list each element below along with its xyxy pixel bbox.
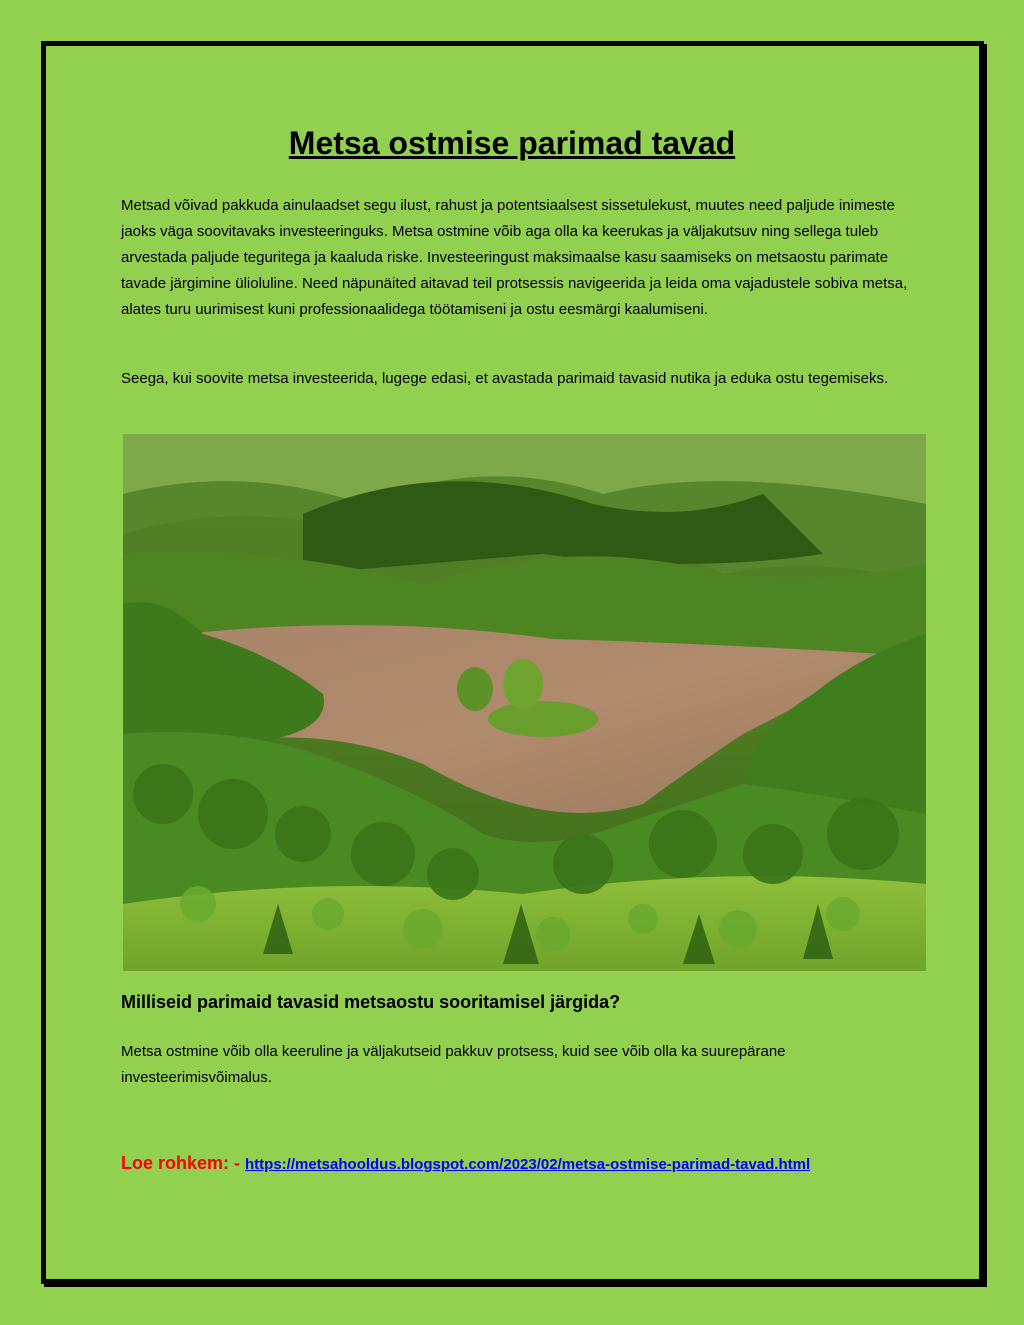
- intro-paragraph: Metsad võivad pakkuda ainulaadset segu ilust, rahust ja potentsiaalsest sissetulekust, muutes need paljude inimeste jaoks väga soovitavaks investeeringuks. Metsa ostmine võib aga olla ka keerukas ja väljakutsuv ning sellega tuleb arvestada paljude teguritega ja kaaluda riske. Investeeringust maksimaalse kasu saamiseks on metsaostu parimate tavade järgimine ülioluline. Need näpunäited aitavad teil protsessis navigeerida ja leida oma vajadustele sobiva metsa, alates turu uurimisest kuni professionaalidega töötamiseni ja ostu eesmärgi kaalumiseni.: [121, 197, 908, 318]
- third-paragraph: Metsa ostmine võib olla keeruline ja väljakutseid pakkuv protsess, kuid see võib olla ka suurepärane investeerimisvõimalus.: [121, 1043, 786, 1086]
- second-paragraph: Seega, kui soovite metsa investeerida, lugege edasi, et avastada parimaid tavasid nutika ja eduka ostu tegemiseks.: [121, 370, 889, 387]
- section-subheading: Milliseid parimaid tavasid metsaostu sooritamisel järgida?: [121, 992, 621, 1012]
- read-more-line: [121, 1153, 981, 1174]
- document-title: Metsa ostmise parimad tavad: [288, 125, 736, 161]
- forest-landscape-photo: [123, 434, 926, 971]
- read-more-label: Loe rohkem: -: [121, 1153, 246, 1173]
- read-more-link[interactable]: https://metsahooldus.blogspot.com/2023/02/metsa-ostmise-parimad-tavad.html: [245, 1156, 811, 1173]
